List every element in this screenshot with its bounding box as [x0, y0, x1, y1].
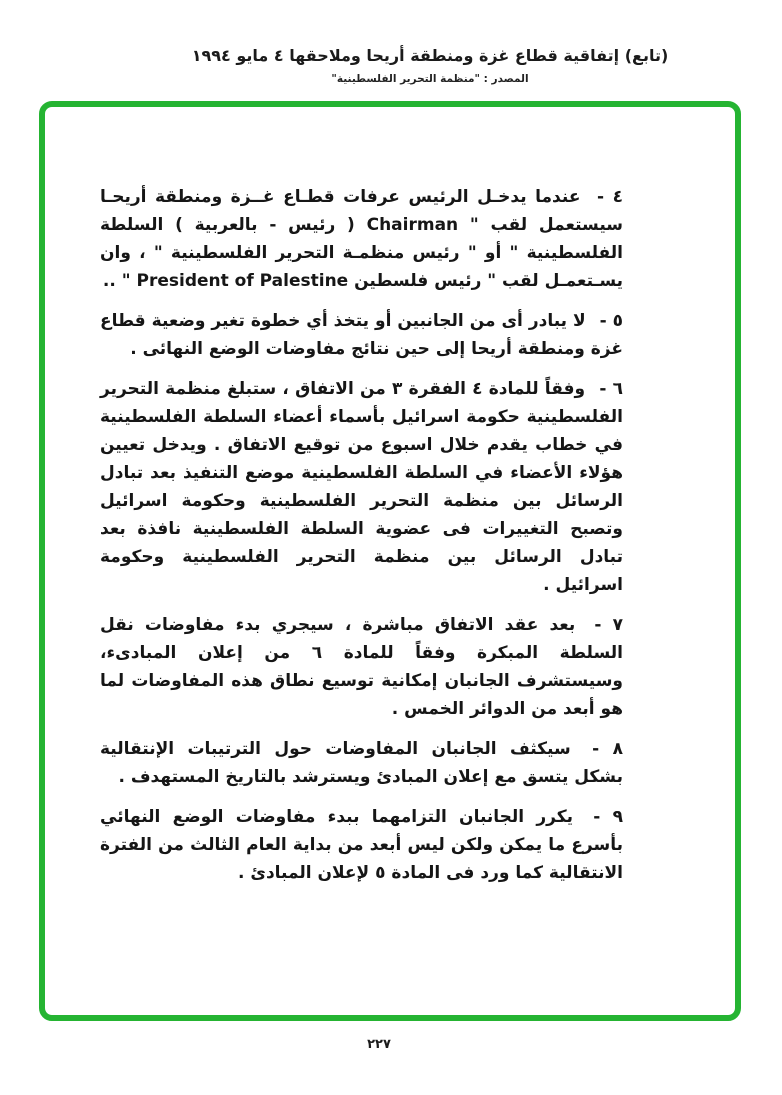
- clause-item: [100, 611, 623, 723]
- clause-text: وفقاً للمادة ٤ الفقرة ٣ من الاتفاق ، ستبلغ منظمة التحرير الفلسطينية حكومة اسرائيل بأسماء أعضاء السلطة الفلسطينية في خطاب يقدم خلال اسبوع من توقيع الاتفاق . ويدخل تعيين هؤلاء الأعضاء في السلطة الفلسطينية موضع التنفيذ بعد تبادل الرسائل بين منظمة التحرير الفلسطينية وحكومة اسرائيل وتصبح التغييرات فى عضوية السلطة الفلسطينية نافذة بعد تبادل الرسائل بين منظمة التحرير الفلسطينية وحكومة اسرائيل .: [100, 379, 623, 595]
- clause-text: بعد عقد الاتفاق مباشرة ، سيجري بدء مفاوضات نقل السلطة المبكرة وفقاً للمادة ٦ من إعلان المبادىء، وسيستشرف الجانبان إمكانية توسيع نطاق هذه المفاوضات لما هو أبعد من الدوائر الخمس .: [100, 615, 623, 719]
- document-title: (تابع) إتفاقية قطاع غزة ومنطقة أريحا وملاحقها ٤ مايو ١٩٩٤: [191, 46, 669, 65]
- clause-number: ٧ -: [594, 615, 623, 635]
- document-source: المصدر : "منظمة التحرير الفلسطينية": [331, 73, 529, 85]
- clause-number: ٤ -: [597, 187, 623, 207]
- green-highlight-border: [39, 101, 741, 1021]
- page-header: [192, 46, 669, 85]
- page-number: ٢٢٧: [367, 1037, 391, 1052]
- clause-item: [100, 183, 623, 295]
- clause-item: [100, 307, 623, 363]
- clause-item: [100, 375, 623, 599]
- clause-text: سيكثف الجانبان المفاوضات حول الترتيبات الإنتقالية بشكل يتسق مع إعلان المبادئ ويسترشد بالتاريخ المستهدف .: [100, 739, 623, 787]
- clause-number: ٨ -: [592, 739, 623, 759]
- clause-number: ٦ -: [599, 379, 623, 399]
- clause-number: ٩ -: [593, 807, 623, 827]
- clause-number: ٥ -: [599, 311, 624, 331]
- clause-text: لا يبادر أى من الجانبين أو يتخذ أي خطوة تغير وضعية قطاع غزة ومنطقة أريحا إلى حين نتائج مفاوضات الوضع النهائى .: [100, 311, 623, 359]
- clause-list: [100, 183, 623, 899]
- clause-item: [100, 803, 623, 887]
- clause-text: يكرر الجانبان التزامهما ببدء مفاوضات الوضع النهائي بأسرع ما يمكن ولكن ليس أبعد من بداية العام الثالث من الفترة الانتقالية كما ورد فى المادة ٥ لإعلان المبادئ .: [100, 807, 623, 883]
- clause-item: [100, 735, 623, 791]
- clause-text: عندما يدخـل الرئيس عرفات قطـاع غــزة ومنطقة أريحـا سيستعمل لقب " Chairman ( رئيس - بالعربية ) السلطة الفلسطينية " أو " رئيس منظمـة التحرير الفلسطينية " ، وان يسـتعمـل لقب " رئيس فلسطين President of Palestine " ..: [100, 187, 623, 291]
